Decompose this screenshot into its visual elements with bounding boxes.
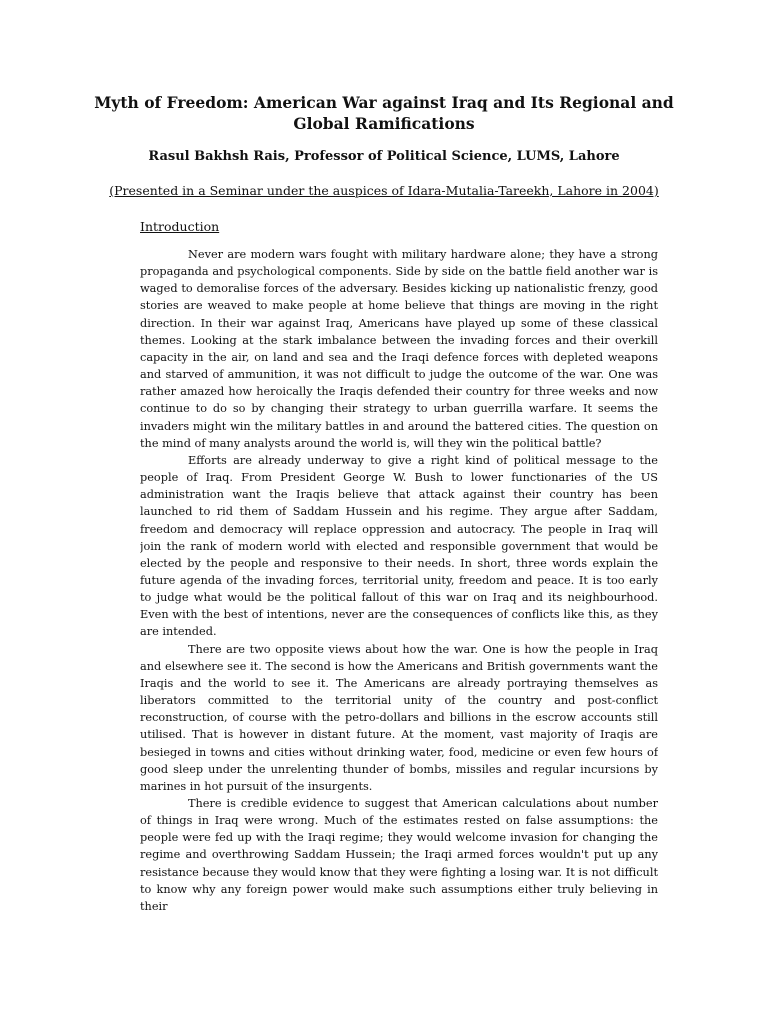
body-text xyxy=(140,246,658,1014)
author-line: Rasul Bakhsh Rais, Professor of Political Science, LUMS, Lahore xyxy=(148,149,620,164)
paragraph-3: There are two opposite views about how the war. One is how the people in Iraq and elsewhere see it. The second is how the Americans and British governments want the Iraqis and the world to see it. The Americans are already portraying themselves as liberators committed to the territorial unity of the country and post-conflict reconstruction, of course with the petro-dollars and billions in the escrow accounts still utilised. That is however in distant future. At the moment, vast majority of Iraqis are besieged in towns and cities without drinking water, food, medicine or even few hours of good sleep under the unrelenting thunder of bombs, missiles and regular incursions by marines in hot pursuit of the insurgents. xyxy=(140,642,658,793)
presented-note: (Presented in a Seminar under the auspices of Idara-Mutalia-Tareekh, Lahore in 2004) xyxy=(109,183,659,198)
document-title: Myth of Freedom: American War against Iraq and Its Regional and Global Ramifications xyxy=(94,93,674,133)
paragraph-1: Never are modern wars fought with military hardware alone; they have a strong propaganda and psychological components. Side by side on the battle field another war is waged to demoralise forces of the adversary. Besides kicking up nationalistic frenzy, good stories are weaved to make people at home believe that things are moving in the right direction. In their war against Iraq, Americans have played up some of these classical themes. Looking at the stark imbalance between the invading forces and their overkill capacity in the air, on land and sea and the Iraqi defence forces with depleted weapons and starved of ammunition, it was not difficult to judge the outcome of the war. One was rather amazed how heroically the Iraqis defended their country for three weeks and now continue to do so by changing their strategy to urban guerrilla warfare. It seems the invaders might win the military battles in and around the battered cities. The question on the mind of many analysts around the world is, will they win the political battle? xyxy=(140,248,658,450)
section-heading-introduction: Introduction xyxy=(140,219,220,234)
paragraph-4: There is credible evidence to suggest that American calculations about number of things in Iraq were wrong. Much of the estimates rested on false assumptions: the people were fed up with the Iraqi regime; they would welcome invasion for changing the regime and overthrowing Saddam Hussein; the Iraqi armed forces wouldn't put up any resistance because they would know that they were fighting a losing war. It is not difficult to know why any foreign power would make such assumptions either truly believing in their xyxy=(140,797,658,913)
paragraph-2: Efforts are already underway to give a right kind of political message to the people of Iraq. From President George W. Bush to lower functionaries of the US administration want the Iraqis believe that attack against their country has been launched to rid them of Saddam Hussein and his regime. They argue after Saddam, freedom and democracy will replace oppression and autocracy. The people in Iraq will join the rank of modern world with elected and responsible government that would be elected by the people and responsive to their needs. In short, three words explain the future agenda of the invading forces, territorial unity, freedom and peace. It is too early to judge what would be the political fallout of this war on Iraq and its neighbourhood. Even with the best of intentions, never are the consequences of conflicts like this, as they are intended. xyxy=(140,453,658,639)
